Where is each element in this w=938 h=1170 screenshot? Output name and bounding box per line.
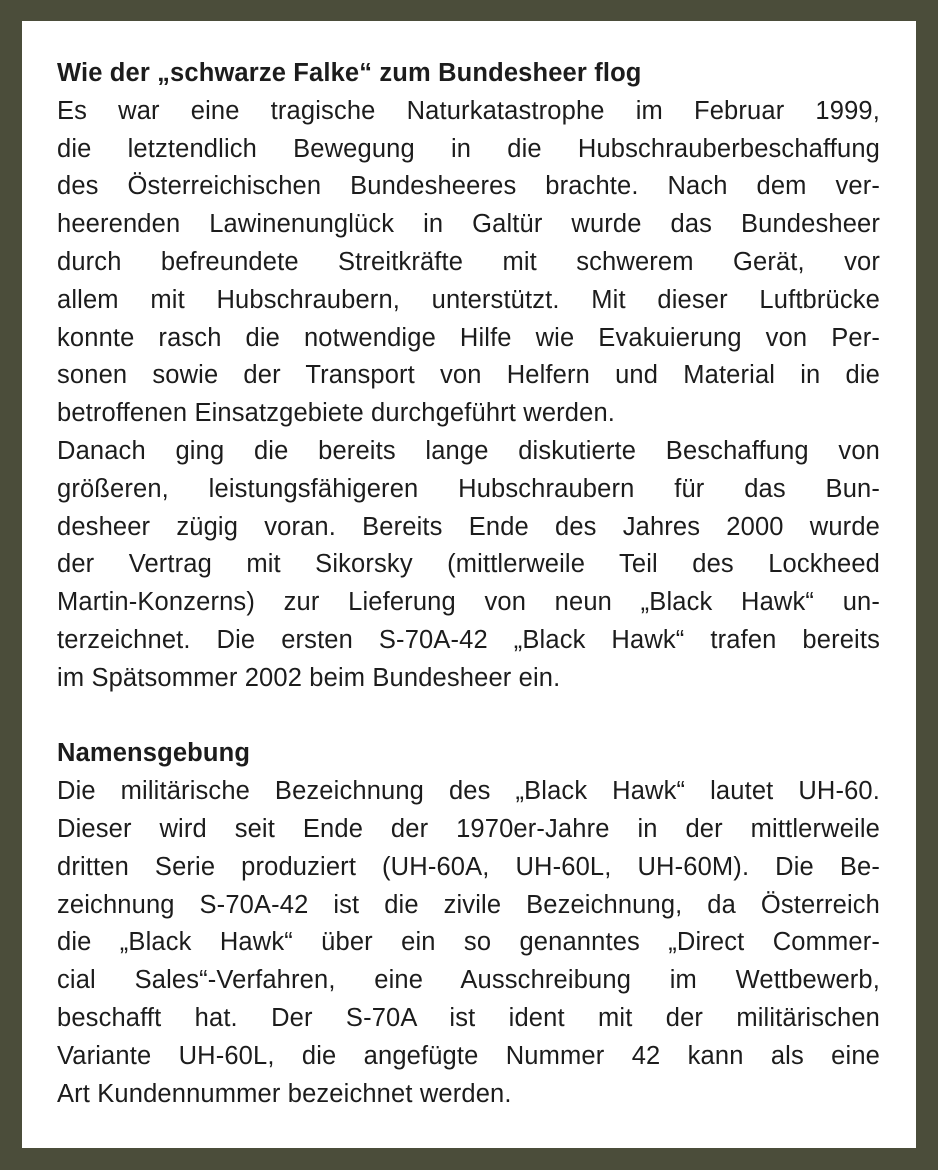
text-line: Martin-Konzerns) zur Lieferung von neun „Black Hawk“ un- <box>57 588 880 617</box>
text-line: größeren, leistungsfähigeren Hubschraubern für das Bun- <box>57 474 880 503</box>
paragraph-disaster <box>57 93 880 433</box>
text-line: Dieser wird seit Ende der 1970er-Jahre in der mittlerweile <box>57 814 880 843</box>
text-line: cial Sales“-Verfahren, eine Ausschreibung im Wettbewerb, <box>57 966 880 995</box>
paragraph-naming <box>57 773 880 1113</box>
section-heading-black-hawk: Wie der „schwarze Falke“ zum Bundesheer flog <box>57 59 642 87</box>
section-spacer <box>57 698 880 736</box>
text-line: dritten Serie produziert (UH-60A, UH-60L, UH-60M). Die Be- <box>57 852 880 881</box>
text-line: konnte rasch die notwendige Hilfe wie Evakuierung von Per- <box>57 323 880 352</box>
text-line: sonen sowie der Transport von Helfern und Material in die <box>57 361 880 390</box>
text-line: durch befreundete Streitkräfte mit schwerem Gerät, vor <box>57 247 880 276</box>
text-line: Die militärische Bezeichnung des „Black Hawk“ lautet UH-60. <box>57 777 880 806</box>
text-line: die „Black Hawk“ über ein so genanntes „Direct Commer- <box>57 928 880 957</box>
text-line: die letztendlich Bewegung in die Hubschrauberbeschaffung <box>57 134 880 163</box>
text-line: Art Kundennummer bezeichnet werden. <box>57 1079 512 1108</box>
paragraph-procurement <box>57 433 880 698</box>
text-line: betroffenen Einsatzgebiete durchgeführt werden. <box>57 399 616 428</box>
text-line: terzeichnet. Die ersten S-70A-42 „Black Hawk“ trafen bereits <box>57 625 880 654</box>
text-line: beschafft hat. Der S-70A ist ident mit der militärischen <box>57 1003 880 1032</box>
article-panel <box>22 21 916 1148</box>
text-line: der Vertrag mit Sikorsky (mittlerweile Teil des Lockheed <box>57 550 880 579</box>
text-line: Variante UH-60L, die angefügte Nummer 42 kann als eine <box>57 1041 880 1070</box>
text-line: des Österreichischen Bundesheeres brachte. Nach dem ver- <box>57 172 880 201</box>
text-line: im Spätsommer 2002 beim Bundesheer ein. <box>57 663 561 692</box>
text-line: zeichnung S-70A-42 ist die zivile Bezeichnung, da Österreich <box>57 890 880 919</box>
text-line: allem mit Hubschraubern, unterstützt. Mit dieser Luftbrücke <box>57 285 880 314</box>
text-line: desheer zügig voran. Bereits Ende des Jahres 2000 wurde <box>57 512 880 541</box>
text-line: Danach ging die bereits lange diskutierte Beschaffung von <box>57 436 880 465</box>
text-line: heerenden Lawinenunglück in Galtür wurde das Bundesheer <box>57 210 880 239</box>
text-line: Es war eine tragische Naturkatastrophe im Februar 1999, <box>57 96 880 125</box>
section-heading-naming: Namensgebung <box>57 739 251 768</box>
